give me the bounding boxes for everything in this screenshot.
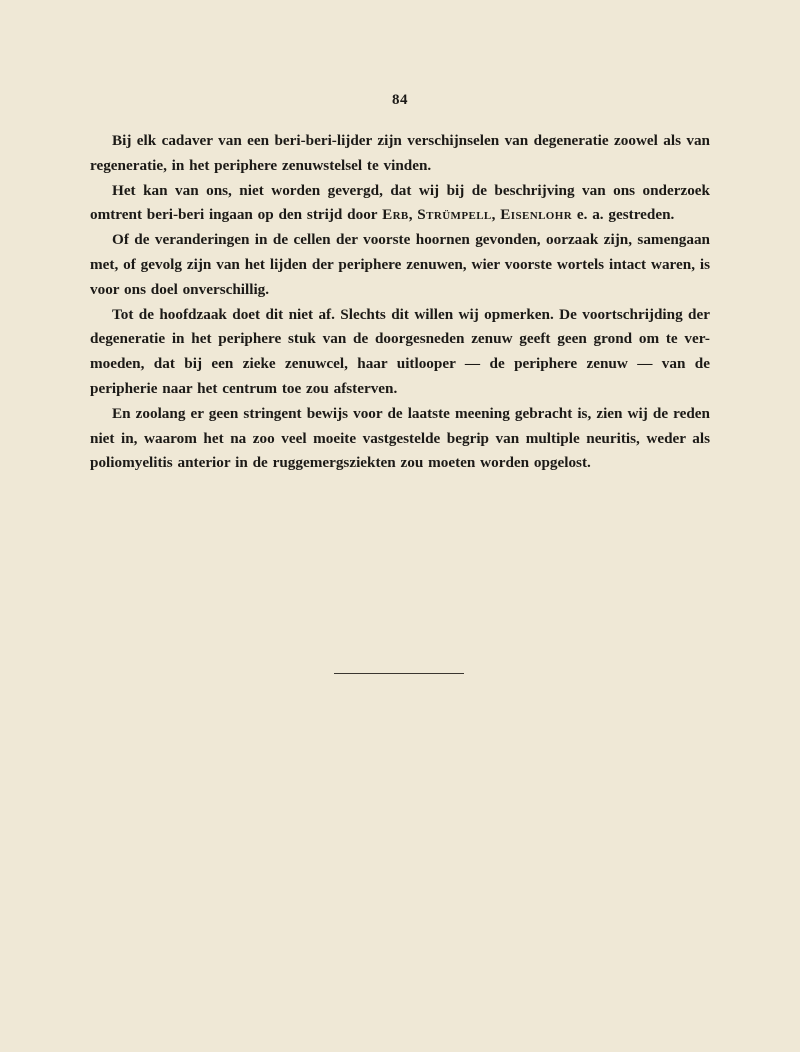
separator-2: , bbox=[491, 206, 501, 224]
paragraph-5: En zoolang er geen stringent bewijs voor de laatste meening gebracht is, zien wij de reden niet in, waarom het na zoo veel moeite vastgestelde begrip van multiple neuritis, weder als poliomyelitis anterior in de ruggemergsziekten zou moeten worden opgelost. bbox=[90, 404, 710, 472]
paragraph-2 bbox=[90, 179, 710, 229]
author-name-eisenlohr: Eisenlohr bbox=[500, 206, 573, 224]
separator-1: , bbox=[408, 206, 418, 224]
paragraph-2-text-before: Het kan van ons, niet worden gevergd, dat wij bij de beschrijving van ons onderzoek omtrent beri-beri ingaan op den strijd door bbox=[90, 181, 710, 224]
body-text bbox=[90, 129, 710, 476]
paragraph-2-text-after: e. a. gestreden. bbox=[572, 206, 675, 224]
end-rule bbox=[334, 673, 464, 674]
author-name-strumpell: Strümpell bbox=[417, 206, 492, 224]
paragraph-1: Bij elk cadaver van een beri-beri-lijder zijn verschijnselen van degeneratie zoowel als van regeneratie, in het periphere zenuwstelsel te vinden. bbox=[90, 132, 710, 174]
paragraph-3: Of de veranderingen in de cellen der voorste hoornen gevonden, oorzaak zijn, samengaan met, of gevolg zijn van het lijden der periphere zenuwen, wier voorste wortels intact waren, is voor ons doel onverschillig. bbox=[90, 231, 710, 298]
author-name-erb: Erb bbox=[382, 206, 409, 224]
paragraph-4: Tot de hoofdzaak doet dit niet af. Slechts dit willen wij opmerken. De voortschrijding der degeneratie in het periphere stuk van de doorgesneden zenuw geeft geen grond om te ver-moeden, dat bij een zieke zenuwcel, haar uitlooper — de periphere zenuw — van de peripherie naar het centrum toe zou afsterven. bbox=[90, 305, 710, 397]
page-number: 84 bbox=[392, 92, 408, 108]
